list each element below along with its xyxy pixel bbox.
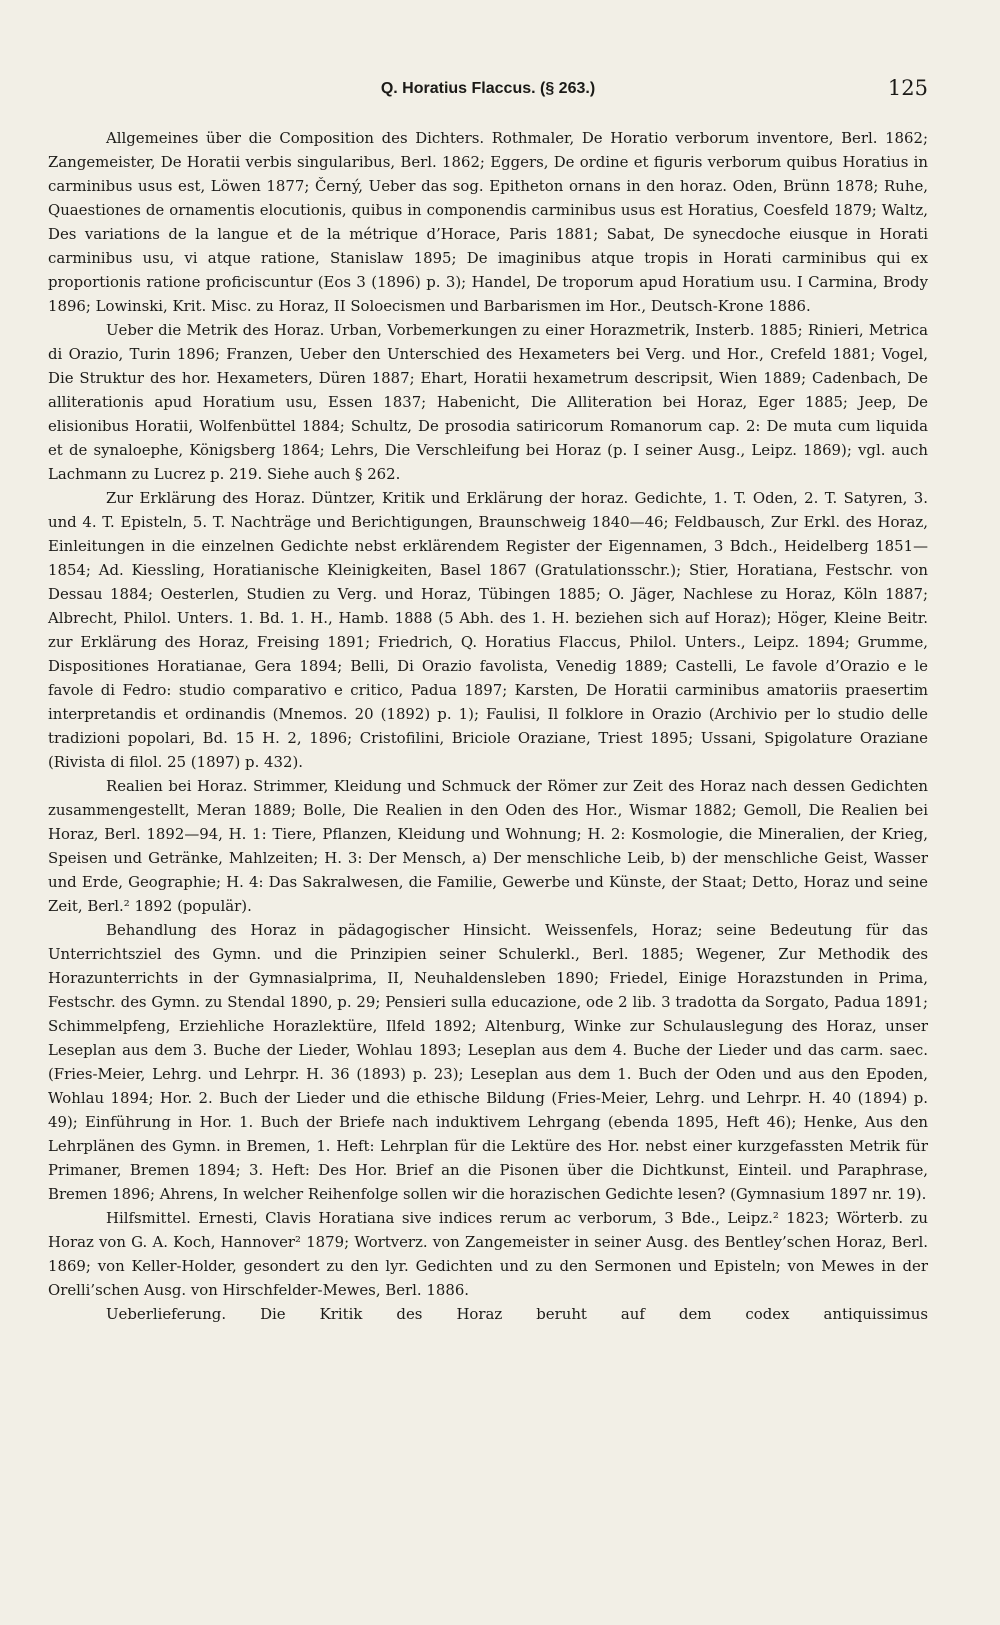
paragraph-composition: Allgemeines über die Composition des Dichters. Rothmaler, De Horatio verborum inventore, Berl. 1862; Zangemeister, De Horatii verbis singularibus, Berl. 1862; Eggers, De ordine et figuris verborum quibus Horatius in carminibus usus est, Löwen 1877; Černý, Ueber das sog. Epitheton ornans in den horaz. Oden, Brünn 1878; Ruhe, Quaestiones de ornamentis elocutionis, quibus in componendis carminibus usus est Horatius, Coesfeld 1879; Waltz, Des variations de la langue et de la métrique d’Horace, Paris 1881; Sabat, De synecdoche eiusque in Horati carminibus usu, vi atque ratione, Stanislaw 1895; De imaginibus atque tropis in Horati carminibus qui ex proportionis ratione proficiscuntur (Eos 3 (1896) p. 3); Handel, De troporum apud Horatium usu. I Carmina, Brody 1896; Lowinski, Krit. Misc. zu Horaz, II Soloecismen und Barbarismen im Hor., Deutsch-Krone 1886. (48, 129, 928, 315)
paragraph-realien: Realien bei Horaz. Strimmer, Kleidung und Schmuck der Römer zur Zeit des Horaz nach dessen Gedichten zusammengestellt, Meran 1889; Bolle, Die Realien in den Oden des Hor., Wismar 1882; Gemoll, Die Realien bei Horaz, Berl. 1892—94, H. 1: Tiere, Pflanzen, Kleidung und Wohnung; H. 2: Kosmologie, die Mineralien, der Krieg, Speisen und Getränke, Mahlzeiten; H. 3: Der Mensch, a) Der menschliche Leib, b) der menschliche Geist, Wasser und Erde, Geographie; H. 4: Das Sakralwesen, die Familie, Gewerbe und Künste, der Staat; Detto, Horaz und seine Zeit, Berl.² 1892 (populär). (48, 777, 928, 915)
page-header (48, 76, 928, 106)
paragraph-paedagogik: Behandlung des Horaz in pädagogischer Hinsicht. Weissenfels, Horaz; seine Bedeutung für das Unterrichtsziel des Gymn. und die Prinzipien seiner Schulerkl., Berl. 1885; Wegener, Zur Methodik des Horazunterrichts in der Gymnasialprima, II, Neuhaldensleben 1890; Friedel, Einige Horazstunden in Prima, Festschr. des Gymn. zu Stendal 1890, p. 29; Pensieri sulla educazione, ode 2 lib. 3 tradotta da Sorgato, Padua 1891; Schimmelpfeng, Erziehliche Horazlektüre, Ilfeld 1892; Altenburg, Winke zur Schulauslegung des Horaz, unser Leseplan aus dem 3. Buche der Lieder, Wohlau 1893; Leseplan aus dem 4. Buche der Lieder und das carm. saec. (Fries-Meier, Lehrg. und Lehrpr. H. 36 (1893) p. 23); Leseplan aus dem 1. Buch der Oden und aus den Epoden, Wohlau 1894; Hor. 2. Buch der Lieder und die ethische Bildung (Fries-Meier, Lehrg. und Lehrpr. H. 40 (1894) p. 49); Einführung in Hor. 1. Buch der Briefe nach induktivem Lehrgang (ebenda 1895, Heft 46); Henke, Aus den Lehrplänen des Gymn. in Bremen, 1. Heft: Lehrplan für die Lektüre des Hor. nebst einer kurzgefassten Metrik für Primaner, Bremen 1894; 3. Heft: Des Hor. Brief an die Pisonen über die Dichtkunst, Einteil. und Paraphrase, Bremen 1896; Ahrens, In welcher Reihenfolge sollen wir die horazischen Gedichte lesen? (Gymnasium 1897 nr. 19). (48, 921, 928, 1203)
body-text (48, 126, 928, 1326)
paragraph-hilfsmittel: Hilfsmittel. Ernesti, Clavis Horatiana sive indices rerum ac verborum, 3 Bde., Leipz.² 1823; Wörterb. zu Horaz von G. A. Koch, Hannover² 1879; Wortverz. von Zangemeister in seiner Ausg. des Bentley’schen Horaz, Berl. 1869; von Keller-Holder, gesondert zu den lyr. Gedichten und zu den Sermonen und Episteln; von Mewes in der Orelli’schen Ausg. von Hirschfelder-Mewes, Berl. 1886. (48, 1209, 928, 1299)
paragraph-metrik: Ueber die Metrik des Horaz. Urban, Vorbemerkungen zu einer Horazmetrik, Insterb. 1885; Rinieri, Metrica di Orazio, Turin 1896; Franzen, Ueber den Unterschied des Hexameters bei Verg. und Hor., Crefeld 1881; Vogel, Die Struktur des hor. Hexameters, Düren 1887; Ehart, Horatii hexametrum descripsit, Wien 1889; Cadenbach, De alliterationis apud Horatium usu, Essen 1837; Habenicht, Die Alliteration bei Horaz, Eger 1885; Jeep, De elisionibus Horatii, Wolfenbüttel 1884; Schultz, De prosodia satiricorum Romanorum cap. 2: De muta cum liquida et de synaloephe, Königsberg 1864; Lehrs, Die Verschleifung bei Horaz (p. I seiner Ausg., Leipz. 1869); vgl. auch Lachmann zu Lucrez p. 219. Siehe auch § 262. (48, 321, 928, 483)
running-title: Q. Horatius Flaccus. (§ 263.) (380, 80, 596, 97)
paragraph-erklaerung: Zur Erklärung des Horaz. Düntzer, Kritik und Erklärung der horaz. Gedichte, 1. T. Oden, 2. T. Satyren, 3. und 4. T. Episteln, 5. T. Nachträge und Berichtigungen, Braunschweig 1840—46; Feldbausch, Zur Erkl. des Horaz, Einleitungen in die einzelnen Gedichte nebst erklärendem Register der Eigennamen, 3 Bdch., Heidelberg 1851—1854; Ad. Kiessling, Horatianische Kleinigkeiten, Basel 1867 (Gratulationsschr.); Stier, Horatiana, Festschr. von Dessau 1884; Oesterlen, Studien zu Verg. und Horaz, Tübingen 1885; O. Jäger, Nachlese zu Horaz, Köln 1887; Albrecht, Philol. Unters. 1. Bd. 1. H., Hamb. 1888 (5 Abh. des 1. H. beziehen sich auf Horaz); Höger, Kleine Beitr. zur Erklärung des Horaz, Freising 1891; Friedrich, Q. Horatius Flaccus, Philol. Unters., Leipz. 1894; Grumme, Dispositiones Horatianae, Gera 1894; Belli, Di Orazio favolista, Venedig 1889; Castelli, Le favole d’Orazio e le favole di Fedro: studio comparativo e critico, Padua 1897; Karsten, De Horatii carminibus amatoriis praesertim interpretandis et ordinandis (Mnemos. 20 (1892) p. 1); Faulisi, Il folklore in Orazio (Archivio per lo studio delle tradizioni popolari, Bd. 15 H. 2, 1896; Cristofilini, Briciole Oraziane, Triest 1895; Ussani, Spigolature Oraziane (Rivista di filol. 25 (1897) p. 432). (48, 489, 928, 771)
paragraph-ueberlieferung: Ueberlieferung. Die Kritik des Horaz beruht auf dem codex antiquissimus (106, 1305, 928, 1323)
page-number: 125 (887, 76, 928, 100)
